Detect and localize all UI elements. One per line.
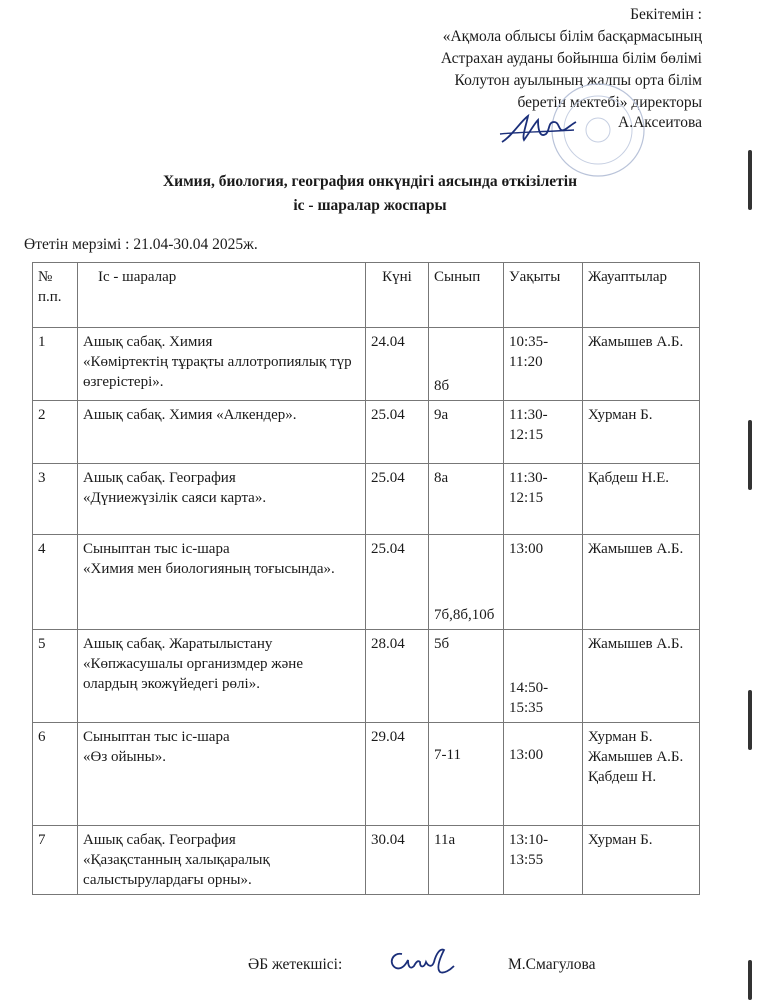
cell-day: 24.04 — [366, 328, 429, 401]
responsible-name: Жамышев А.Б. — [588, 749, 684, 765]
cell-responsible: Хурман Б. — [583, 826, 700, 895]
scan-edge-mark — [748, 960, 752, 1000]
cell-day: 30.04 — [366, 826, 429, 895]
cell-num: 1 — [33, 328, 78, 401]
activity-type: Ашық сабақ. Жаратылыстану — [83, 636, 273, 652]
scan-edge-mark — [748, 690, 752, 750]
activity-type: Сыныптан тыс іс-шара — [83, 729, 230, 745]
activity-topic: «Өз ойыны». — [83, 749, 166, 765]
methodical-lead-name: М.Смагулова — [508, 956, 596, 973]
cell-num: 7 — [33, 826, 78, 895]
cell-responsible: Жамышев А.Б. — [583, 630, 700, 723]
cell-class: 8б — [429, 328, 504, 401]
title-line: іс - шаралар жоспары — [293, 197, 447, 214]
cell-num: 6 — [33, 723, 78, 826]
cell-activity — [78, 401, 366, 464]
table-row — [33, 826, 700, 895]
events-table — [32, 262, 700, 895]
cell-time: 11:30-12:15 — [504, 401, 583, 464]
cell-day: 25.04 — [366, 464, 429, 535]
header-activity: Іс - шаралар — [78, 263, 366, 328]
cell-class: 7-11 — [429, 723, 504, 826]
cell-activity — [78, 535, 366, 630]
event-dates: Өтетін мерзімі : 21.04-30.04 2025ж. — [24, 236, 258, 253]
cell-day: 25.04 — [366, 401, 429, 464]
cell-responsible: Жамышев А.Б. — [583, 328, 700, 401]
cell-activity — [78, 723, 366, 826]
header-time: Уақыты — [504, 263, 583, 328]
scan-edge-mark — [748, 420, 752, 490]
cell-class: 11а — [429, 826, 504, 895]
cell-responsible: Жамышев А.Б. — [583, 535, 700, 630]
activity-type: Ашық сабақ. География — [83, 470, 236, 486]
activity-topic: «Қазақстанның халықаралық салыстырулардағы орны». — [83, 852, 270, 888]
director-name: А.Аксеитова — [618, 114, 702, 131]
cell-activity — [78, 328, 366, 401]
activity-topic: «Көміртектің тұрақты аллотропиялық түр өзгерістері». — [83, 354, 352, 390]
cell-day: 28.04 — [366, 630, 429, 723]
cell-responsible: Хурман Б. — [583, 401, 700, 464]
table-row — [33, 535, 700, 630]
responsible-name: Хурман Б. — [588, 729, 653, 745]
cell-activity — [78, 630, 366, 723]
cell-num: 5 — [33, 630, 78, 723]
cell-class: 5б — [429, 630, 504, 723]
header-num: № п.п. — [33, 263, 78, 328]
activity-topic: «Көпжасушалы организмдер және олардың экожүйедегі рөлі». — [83, 656, 303, 692]
cell-time: 13:00 — [504, 723, 583, 826]
cell-day: 29.04 — [366, 723, 429, 826]
cell-day: 25.04 — [366, 535, 429, 630]
cell-num: 2 — [33, 401, 78, 464]
approval-line: Бекітемін : — [630, 6, 702, 23]
cell-class: 7б,8б,10б — [429, 535, 504, 630]
activity-type: Ашық сабақ. Химия — [83, 334, 213, 350]
approval-line: «Ақмола облысы білім басқармасының — [442, 28, 702, 45]
activity-topic: «Химия мен биологияның тоғысында». — [83, 561, 335, 577]
responsible-name: Қабдеш Н. — [588, 769, 657, 785]
cell-activity — [78, 464, 366, 535]
table-row — [33, 464, 700, 535]
cell-time: 14:50-15:35 — [504, 630, 583, 723]
cell-time: 13:10-13:55 — [504, 826, 583, 895]
table-header-row — [33, 263, 700, 328]
cell-num: 3 — [33, 464, 78, 535]
table-row — [33, 401, 700, 464]
header-class: Сынып — [429, 263, 504, 328]
page-title — [60, 170, 680, 218]
scan-edge-mark — [748, 150, 752, 210]
table-row — [33, 630, 700, 723]
activity-type: Ашық сабақ. География — [83, 832, 236, 848]
activity-topic: «Дүниежүзілік саяси карта». — [83, 490, 267, 506]
cell-activity — [78, 826, 366, 895]
table-row — [33, 723, 700, 826]
director-signature-icon — [498, 110, 578, 150]
methodical-lead-label: ӘБ жетекшісі: — [248, 956, 343, 973]
cell-responsible — [583, 723, 700, 826]
cell-time: 10:35-11:20 — [504, 328, 583, 401]
cell-class: 9а — [429, 401, 504, 464]
table-row — [33, 328, 700, 401]
cell-time: 11:30-12:15 — [504, 464, 583, 535]
approval-line: Астрахан ауданы бойынша білім бөлімі — [440, 50, 702, 67]
cell-responsible: Қабдеш Н.Е. — [583, 464, 700, 535]
cell-num: 4 — [33, 535, 78, 630]
activity-type: Ашық сабақ. Химия «Алкендер». — [83, 407, 297, 423]
cell-class: 8а — [429, 464, 504, 535]
approval-line: Колутон ауылының жалпы орта білім — [454, 72, 702, 89]
header-responsible: Жауаптылар — [583, 263, 700, 328]
header-day: Күні — [366, 263, 429, 328]
cell-time: 13:00 — [504, 535, 583, 630]
lead-signature-icon — [384, 944, 458, 978]
activity-type: Сыныптан тыс іс-шара — [83, 541, 230, 557]
title-line: Химия, биология, география онкүндігі аясында өткізілетін — [162, 173, 578, 190]
approval-line: беретін мектебі» директоры — [517, 94, 702, 111]
